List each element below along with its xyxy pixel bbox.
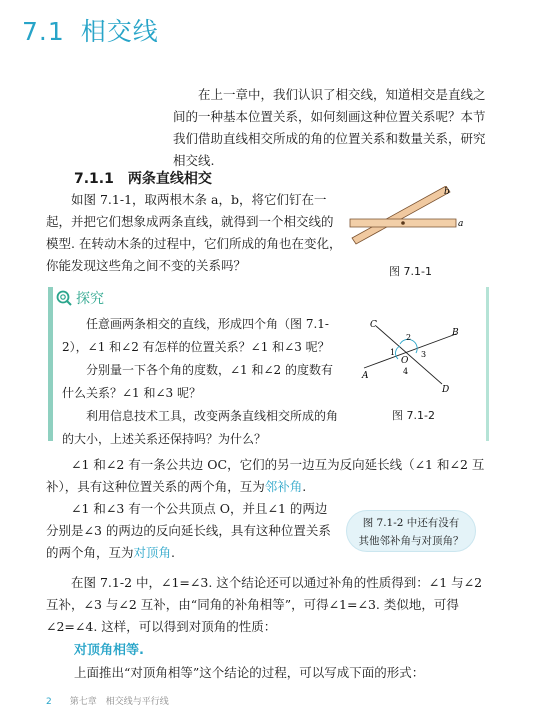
para1-text: ∠1 和∠2 有一条公共边 OC，它们的另一边互为反向延长线（∠1 和∠2 互补），具有这种位置关系的两个角，互为 (46, 457, 485, 494)
figure-7-1-2 (360, 316, 465, 398)
term-adjacent-supplementary: 邻补角 (264, 479, 303, 494)
figure1-paragraph: 如图 7.1-1，取两根木条 a，b，将它们钉在一起，并把它们想象成两条直线，就得到一个相交线的模型. 在转动木条的过程中，它们所成的角也在变化，你能发现这些角之间不变的关系吗？ (46, 192, 342, 273)
para2-end: . (171, 545, 176, 560)
label-A: A (362, 371, 369, 381)
explore-header (56, 288, 104, 308)
page-number: 2 (46, 697, 52, 707)
adjacent-supplementary-paragraph (46, 454, 491, 498)
label-B: B (452, 328, 459, 338)
explore-label: 探究 (76, 291, 104, 307)
question-bubble (346, 510, 476, 552)
subsection-heading (74, 168, 212, 188)
angle-label-3: 3 (421, 350, 427, 359)
label-D: D (442, 385, 450, 395)
intro-paragraph: 在上一章中，我们认识了相交线，知道相交是直线之间的一种基本位置关系，如何刻画这种位置关系呢？本节我们借助直线相交所成的角的位置关系和数量关系，研究相交线. (173, 87, 486, 168)
proof-paragraph: 在图 7.1-2 中，∠1=∠3. 这个结论还可以通过补角的性质得到：∠1 与∠2 互补，∠3 与∠2 互补，由“同角的补角相等”，可得∠1=∠3. 类似地，可得∠2=∠4. 这样，可以得到对顶角的性质： (46, 575, 483, 634)
figure-7-1-1 (348, 186, 466, 248)
bubble-line: 图 7.1-2 中还有没有 (362, 517, 460, 529)
section-number: 7.1 (22, 17, 65, 46)
label-b: b (444, 187, 450, 197)
magnifier-icon (56, 290, 72, 306)
vertical-angle-paragraph (46, 498, 336, 564)
angle-label-4: 4 (403, 367, 409, 376)
explore-paragraph: 利用信息技术工具，改变两条直线相交所成的角的大小，上述关系还保持吗？为什么？ (62, 409, 339, 446)
chapter-name: 第七章 相交线与平行线 (69, 697, 169, 707)
subsection-title: 两条直线相交 (127, 171, 212, 187)
angle-arc-1 (396, 346, 400, 359)
page-title (22, 12, 159, 48)
label-O: O (401, 356, 409, 366)
para2-text: ∠1 和∠3 有一个公共顶点 O，并且∠1 的两边分别是∠3 的两边的反向延长线，具有这种位置关系的两个角，互为 (46, 501, 331, 560)
explore-paragraph: 任意画两条相交的直线，形成四个角（图 7.1-2），∠1 和∠2 有怎样的位置关系？∠1 和∠3 呢？ (62, 317, 330, 354)
explore-paragraph: 分别量一下各个角的度数，∠1 和∠2 的度数有什么关系？∠1 和∠3 呢？ (62, 363, 334, 400)
figure1-caption: 图 7.1-1 (389, 265, 432, 278)
vertical-angle-property: 对顶角相等. (74, 643, 144, 658)
closing-paragraph: 上面推出“对顶角相等”这个结论的过程，可以写成下面的形式： (74, 665, 425, 680)
bubble-line: 其他邻补角与对顶角？ (358, 535, 464, 547)
stick-b (352, 186, 450, 244)
nail (401, 221, 405, 225)
angle-label-1: 1 (390, 348, 396, 357)
explore-text (62, 313, 342, 451)
label-a: a (458, 219, 464, 229)
figure2-caption: 图 7.1-2 (392, 409, 435, 422)
para1-end: . (302, 479, 307, 494)
page-footer (46, 694, 169, 707)
angle-label-2: 2 (406, 333, 412, 342)
term-vertical-angle: 对顶角 (133, 545, 172, 560)
label-C: C (370, 320, 377, 330)
subsection-number: 7.1.1 (74, 171, 114, 187)
section-title: 相交线 (80, 17, 159, 46)
